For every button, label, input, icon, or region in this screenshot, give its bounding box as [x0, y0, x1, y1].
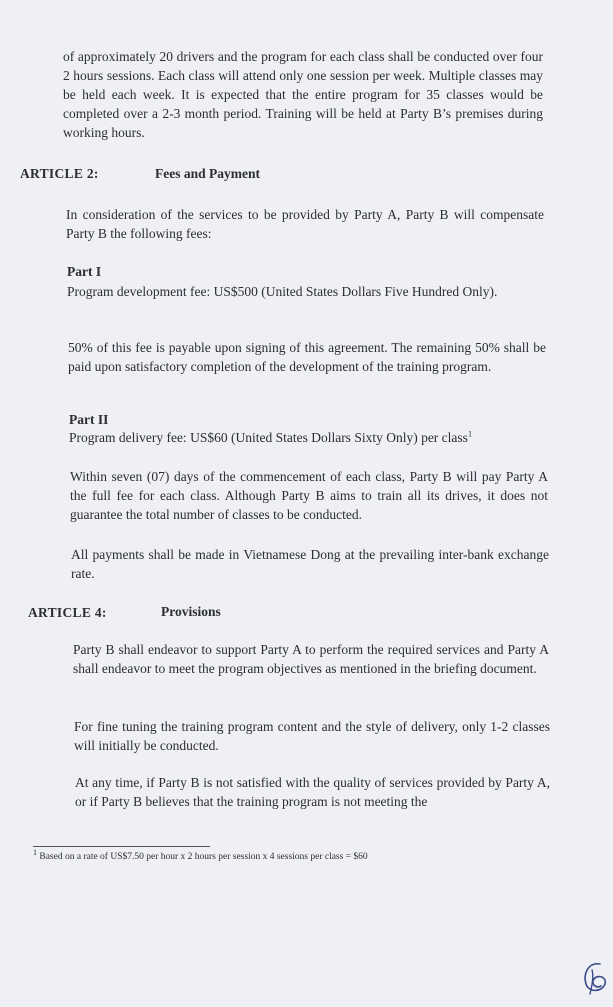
footnote-marker: 1 [33, 847, 37, 857]
part-2-currency: All payments shall be made in Vietnamese Dong at the prevailing inter-bank exchange rate. [71, 547, 549, 581]
article-4-paragraph-1: Party B shall endeavor to support Party A to perform the required services and Party A shall endeavor to meet the program objectives as mentioned in the briefing document. [73, 642, 549, 676]
handwritten-initials-icon [580, 958, 610, 998]
article-2-intro: In consideration of the services to be provided by Party A, Party B will compensate Party B the following fees: [66, 207, 544, 241]
footnote-divider [33, 846, 210, 847]
article-4-number: ARTICLE 4: [28, 605, 107, 620]
part-1-terms: 50% of this fee is payable upon signing of this agreement. The remaining 50% shall be paid upon satisfactory completion of the development of the training program. [68, 340, 546, 374]
article-2-title: Fees and Payment [155, 166, 260, 181]
article-4-title: Provisions [161, 604, 221, 619]
part-1-fee: Program development fee: US$500 (United States Dollars Five Hundred Only). [67, 284, 498, 299]
article-2-number: ARTICLE 2: [20, 166, 99, 181]
part-2-terms: Within seven (07) days of the commencement of each class, Party B will pay Party A the full fee for each class. Although Party B aims to train all its drives, it does not guarantee the total number of classes to be conducted. [70, 469, 548, 522]
part-2-heading: Part II [69, 412, 109, 427]
part-2-fee [69, 428, 549, 447]
intro-paragraph: of approximately 20 drivers and the program for each class shall be conducted over four 2 hours sessions. Each class will attend only one session per week. Multiple classes may be held each week. It is expected that the entire program for 35 classes would be completed over a 2-3 month period. Training will be held at Party B’s premises during working hours. [63, 49, 543, 140]
footnote-text: Based on a rate of US$7.50 per hour x 2 hours per session x 4 sessions per class = $60 [39, 852, 368, 862]
part-2-fee-text: Program delivery fee: US$60 (United States Dollars Sixty Only) per class [69, 430, 468, 445]
part-1-heading: Part I [67, 264, 102, 279]
footnote [33, 847, 368, 862]
article-4-paragraph-3: At any time, if Party B is not satisfied with the quality of services provided by Party A, or if Party B believes that the training program is not meeting the [75, 775, 550, 809]
footnote-reference: 1 [467, 429, 472, 439]
article-4-paragraph-2: For fine tuning the training program content and the style of delivery, only 1-2 classes will initially be conducted. [74, 719, 550, 753]
